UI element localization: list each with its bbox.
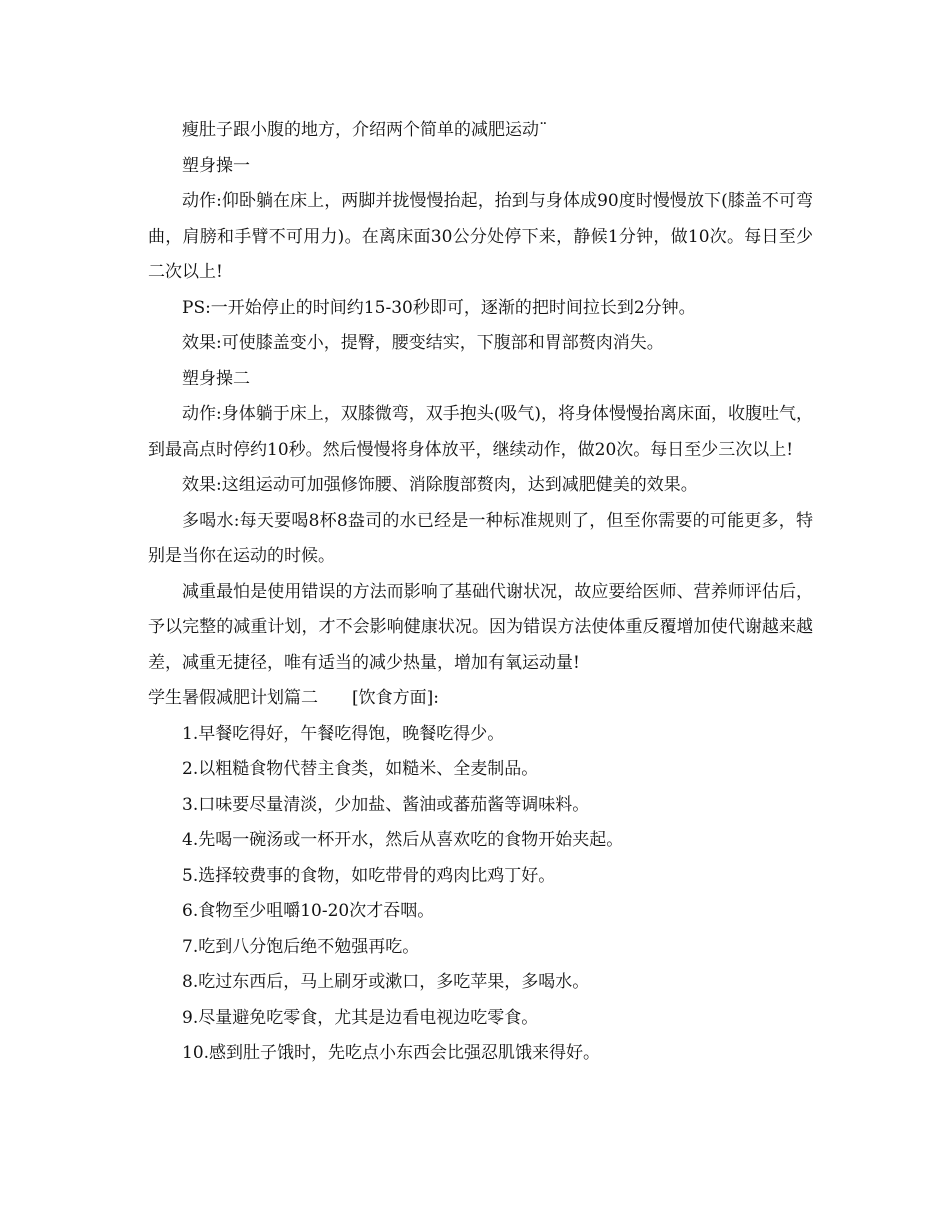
diet-item: 10.感到肚子饿时，先吃点小东西会比强忍肌饿来得好。 [182, 1043, 601, 1063]
exercise-two-effect: 效果:这组运动可加强修饰腰、消除腹部赘肉，达到减肥健美的效果。 [182, 475, 698, 495]
exercise-one-action: 动作:仰卧躺在床上，两脚并拢慢慢抬起，抬到与身体成90度时慢慢放下(膝盖不可弯曲，肩膀和手臂不可用力)。在离床面30公分处停下来，静候1分钟，做10次。每日至少二次以上! [148, 191, 813, 282]
diet-item: 6.食物至少咀嚼10-20次才吞咽。 [182, 901, 435, 921]
diet-item: 3.口味要尽量清淡，少加盐、酱油或蕃茄酱等调味料。 [182, 794, 590, 815]
document-page [148, 113, 813, 1072]
diet-item: 7.吃到八分饱后绝不勉强再吃。 [182, 936, 420, 957]
exercise-one-effect: 效果:可使膝盖变小，提臀，腰变结实，下腹部和胃部赘肉消失。 [182, 333, 664, 353]
exercise-one-ps: PS:一开始停止的时间约15-30秒即可，逐渐的把时间拉长到2分钟。 [182, 297, 696, 318]
diet-item: 2.以粗糙食物代替主食类，如糙米、全麦制品。 [182, 759, 539, 779]
diet-item: 4.先喝一碗汤或一杯开水，然后从喜欢吃的食物开始夹起。 [182, 830, 624, 850]
exercise-one-title: 塑身操一 [182, 155, 250, 176]
drink-water-paragraph: 多喝水:每天要喝8杯8盎司的水已经是一种标准规则了，但至你需要的可能更多，特别是当你在运动的时候。 [148, 510, 813, 566]
paragraph-intro: 瘦肚子跟小腹的地方，介绍两个简单的减肥运动¨ [182, 120, 548, 140]
weight-loss-paragraph: 减重最怕是使用错误的方法而影响了基础代谢状况，故应要给医师、营养师评估后，予以完整的减重计划，才不会影响健康状况。因为错误方法使体重反覆增加使代谢越来越差，减重无捷径，唯有适当的减少热量，增加有氧运动量! [148, 581, 813, 673]
diet-item: 8.吃过东西后，马上刷牙或漱口，多吃苹果，多喝水。 [182, 972, 590, 992]
section-heading: 学生暑假减肥计划篇二 [饮食方面]: [148, 688, 439, 708]
diet-item: 5.选择较费事的食物，如吃带骨的鸡肉比鸡丁好。 [182, 865, 556, 886]
diet-item: 9.尽量避免吃零食，尤其是边看电视边吃零食。 [182, 1007, 539, 1028]
diet-item: 1.早餐吃得好，午餐吃得饱，晚餐吃得少。 [182, 723, 505, 744]
exercise-two-action: 动作:身体躺于床上，双膝微弯，双手抱头(吸气)，将身体慢慢抬离床面，收腹吐气，到最高点时停约10秒。然后慢慢将身体放平，继续动作，做20次。每日至少三次以上! [148, 404, 813, 460]
exercise-two-title: 塑身操二 [182, 368, 250, 389]
